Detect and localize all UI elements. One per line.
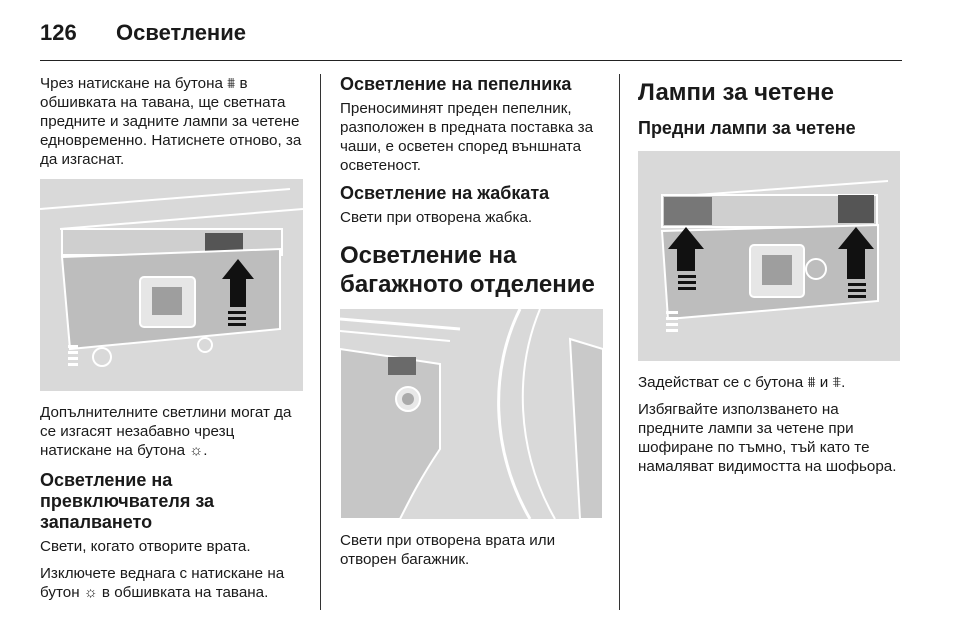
heading-ignition-light: Осветление на превключвателя за запалването [40,470,215,532]
heading-trunk-light: Осветление на багажното отделение [340,242,595,298]
paragraph-rear-lights: Чрез натискане на бутона ⩩ в обшивката на тавана, ще светната предните и задните лампи за четене едновременно. Натиснете отново, за да изгаснат. [40,75,302,168]
heading-reading-lamps: Лампи за четене [638,79,834,106]
page-number: 126 [40,20,77,45]
paragraph-ignition-1: Свети, когато отворите врата. [40,538,251,555]
front-reading-lamps-illustration [638,151,900,361]
paragraph-glovebox: Свети при отворена жабка. [340,209,533,226]
paragraph-ignition-2: Изключете веднага с натискане на бутон ☼ в обшивката на тавана. [40,565,285,601]
column-2 [340,74,604,577]
heading-glovebox-light: Осветление на жабката [340,183,550,203]
paragraph-activation: Задействат се с бутона ⩩ и ⩨. [638,374,846,391]
column-1 [40,74,304,610]
trunk-illustration [340,309,603,519]
page-title: Осветление [116,20,246,45]
column-divider-2 [619,74,620,610]
column-3 [638,74,902,484]
column-divider-1 [320,74,321,610]
paragraph-additional-lights: Допълнителните светлини могат да се изгасят незабавно чрезц натискане на бутона ☼. [40,404,292,459]
roof-console-illustration [40,179,303,391]
paragraph-ashtray: Преносиминят преден пепелник, разположен в предната поставка за чаши, е осветен според външната осветеност. [340,100,594,174]
paragraph-trunk: Свети при отворена врата или отворен багажник. [340,532,556,568]
heading-front-reading-lamps: Предни лампи за четене [638,118,856,138]
header-rule [40,60,902,61]
paragraph-warning: Избягвайте използването на предните лампи за четене при шофиране по тъмно, тъй като те намаляват видимостта на шофьора. [638,401,897,475]
heading-ashtray-light: Осветление на пепелника [340,74,572,94]
